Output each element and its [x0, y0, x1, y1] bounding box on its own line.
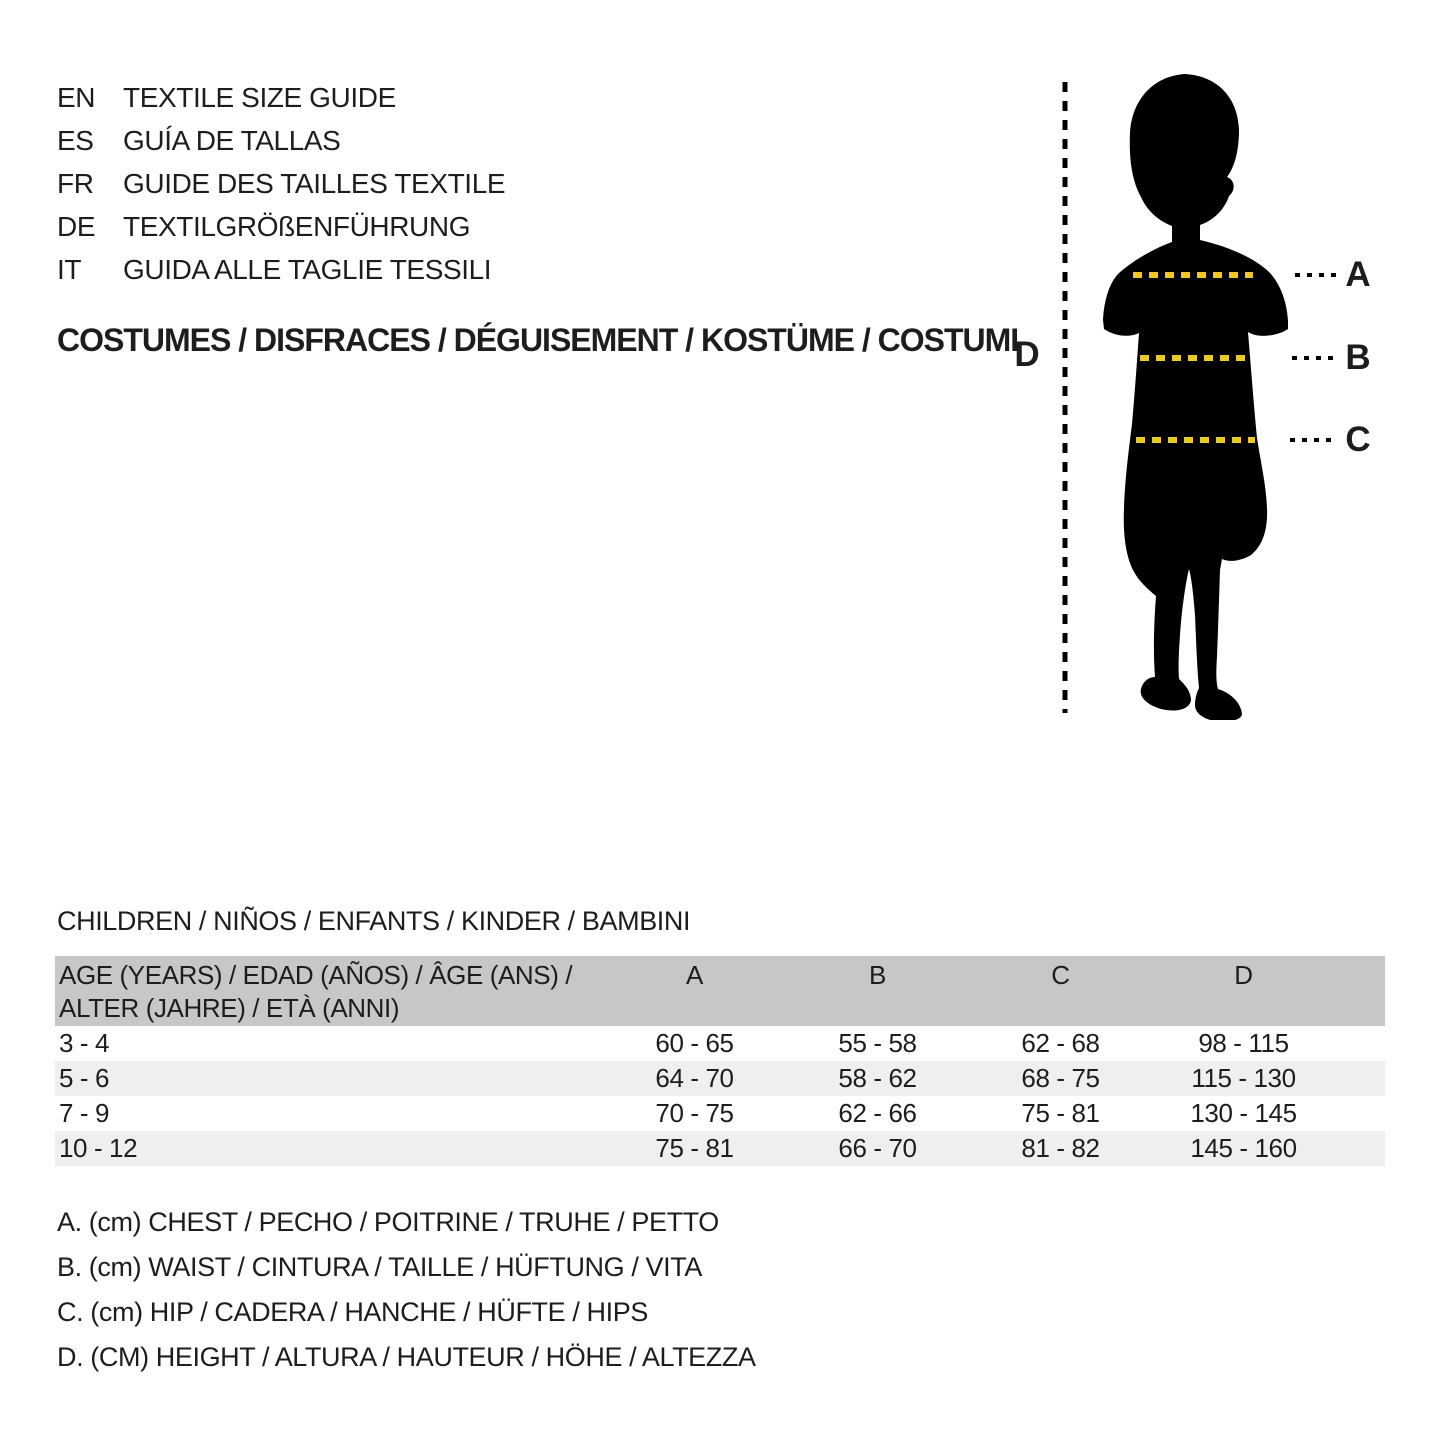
legend-hip: C. (cm) HIP / CADERA / HANCHE / HÜFTE / HIPS [57, 1297, 648, 1327]
hip-cell: 75 - 81 [1021, 1098, 1100, 1128]
table-row [55, 1026, 1385, 1061]
language-row-de [57, 205, 505, 248]
measure-label-b: B [1345, 338, 1371, 377]
column-header-b: B [869, 960, 886, 990]
language-list [57, 76, 505, 291]
language-code: FR [57, 168, 94, 199]
language-label: GUIDE DES TAILLES TEXTILE [123, 168, 506, 199]
language-code: EN [57, 82, 96, 113]
waist-cell: 62 - 66 [838, 1098, 917, 1128]
legend-waist: B. (cm) WAIST / CINTURA / TAILLE / HÜFTUNG / VITA [57, 1252, 702, 1282]
language-label: GUÍA DE TALLAS [123, 125, 341, 156]
hip-cell: 81 - 82 [1021, 1133, 1100, 1163]
age-cell: 5 - 6 [59, 1063, 110, 1093]
category-title: COSTUMES / DISFRACES / DÉGUISEMENT / KOSTÜME / COSTUMI [57, 322, 1019, 358]
waist-cell: 58 - 62 [838, 1063, 917, 1093]
chest-cell: 60 - 65 [655, 1028, 734, 1058]
language-label: GUIDA ALLE TAGLIE TESSILI [123, 254, 492, 285]
height-cell: 145 - 160 [1190, 1133, 1297, 1163]
language-label: TEXTILGRÖßENFÜHRUNG [123, 211, 471, 242]
children-section-title: CHILDREN / NIÑOS / ENFANTS / KINDER / BAMBINI [57, 906, 691, 936]
legend-chest: A. (cm) CHEST / PECHO / POITRINE / TRUHE / PETTO [57, 1207, 719, 1237]
language-row-es [57, 119, 505, 162]
table-row [55, 1131, 1385, 1166]
column-header-c: C [1051, 960, 1070, 990]
age-cell: 10 - 12 [59, 1133, 138, 1163]
age-header-line2: ALTER (JAHRE) / ETÀ (ANNI) [59, 993, 400, 1023]
measure-label-c: C [1345, 420, 1371, 459]
language-row-fr [57, 162, 505, 205]
chest-cell: 75 - 81 [655, 1133, 734, 1163]
child-silhouette-figure [1055, 70, 1345, 720]
table-row [55, 1096, 1385, 1131]
waist-cell: 55 - 58 [838, 1028, 917, 1058]
language-row-it [57, 248, 505, 291]
language-code: IT [57, 254, 82, 285]
language-code: ES [57, 125, 94, 156]
hip-cell: 68 - 75 [1021, 1063, 1100, 1093]
measure-label-d: D [1014, 335, 1040, 374]
waist-cell: 66 - 70 [838, 1133, 917, 1163]
hip-cell: 62 - 68 [1021, 1028, 1100, 1058]
language-code: DE [57, 211, 96, 242]
chest-cell: 70 - 75 [655, 1098, 734, 1128]
table-row [55, 1061, 1385, 1096]
measure-label-a: A [1345, 255, 1371, 294]
language-row-en [57, 76, 505, 119]
age-header-cell [55, 956, 603, 1025]
age-header-line1: AGE (YEARS) / EDAD (AÑOS) / ÂGE (ANS) / [59, 960, 573, 990]
child-silhouette [1103, 74, 1288, 720]
children-size-table [55, 956, 1385, 1166]
chest-cell: 64 - 70 [655, 1063, 734, 1093]
column-header-d: D [1234, 960, 1253, 990]
height-cell: 115 - 130 [1191, 1063, 1296, 1093]
column-header-a: A [686, 960, 703, 990]
legend-height: D. (CM) HEIGHT / ALTURA / HAUTEUR / HÖHE / ALTEZZA [57, 1342, 756, 1372]
age-cell: 7 - 9 [59, 1098, 110, 1128]
age-cell: 3 - 4 [59, 1028, 110, 1058]
height-cell: 98 - 115 [1198, 1028, 1289, 1058]
measurement-legend [57, 1200, 756, 1380]
language-label: TEXTILE SIZE GUIDE [123, 82, 396, 113]
height-cell: 130 - 145 [1190, 1098, 1297, 1128]
table-header-row [55, 956, 1385, 1026]
